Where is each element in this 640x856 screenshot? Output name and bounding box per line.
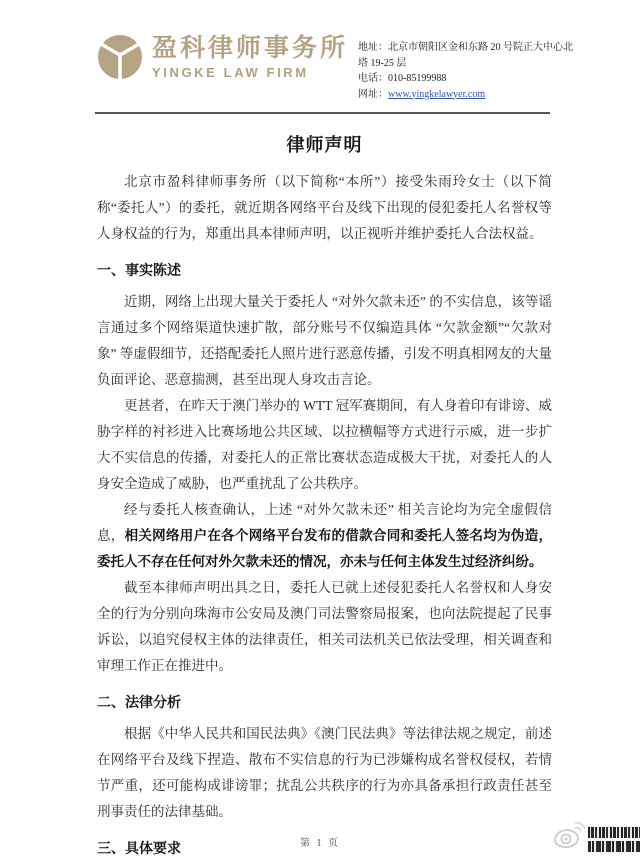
firm-name-en: YINGKE LAW FIRM — [152, 64, 309, 80]
page-number: 第 1 页 — [300, 838, 340, 849]
letterhead — [0, 0, 640, 102]
facts-paragraph-4: 截至本律师声明出具之日，委托人已就上述侵犯委托人名誉权和人身安全的行为分别向珠海市公安局及澳门司法警察局报案，也向法院提起了民事诉讼，以追究侵权主体的法律责任，相关司法机关已依法受理，相关调查和审理工作正在推进中。 — [97, 580, 552, 673]
statement-body — [0, 131, 640, 856]
contact-info — [358, 34, 578, 102]
watermark-username-pixelated — [588, 827, 640, 854]
yingke-sphere-logo-icon — [97, 34, 143, 80]
address-line: 地址：北京市朝阳区金和东路 20 号院正大中心北塔 19-25 层 — [358, 42, 573, 69]
section-heading-demands: 三、具体要求 — [97, 842, 181, 856]
phone-line: 电话：010-85199988 — [358, 73, 447, 84]
section-heading-facts: 一、事实陈述 — [97, 264, 181, 279]
letterhead-divider — [95, 112, 550, 114]
section-heading-legal-analysis: 二、法律分析 — [97, 696, 181, 711]
website-line — [358, 87, 578, 103]
weibo-eye-icon — [553, 821, 585, 854]
firm-name — [152, 33, 349, 80]
website-link[interactable]: www.yingkelawyer.com — [388, 88, 486, 100]
firm-logo — [97, 34, 348, 80]
facts-paragraph-2: 更甚者，在昨天于澳门举办的 WTT 冠军赛期间，有人身着印有诽谤、威胁字样的衬衫进入比赛场地公共区域、以拉横幅等方式进行示威，进一步扩大不实信息的传播，对委托人的正常比赛状态造成极大干扰，对委托人的人身安全造成了威胁，也严重扰乱了公共秩序。 — [97, 398, 552, 491]
firm-name-cn: 盈科律师事务所 — [152, 33, 349, 62]
facts-paragraph-3-normal: 经与委托人核查确认，上述 “对外欠款未还” 相关言论均为完全虚假信息， — [97, 502, 552, 543]
facts-paragraph-3 — [97, 497, 552, 575]
facts-paragraph-3-bold: 相关网络用户在各个网络平台发布的借款合同和委托人签名均为伪造，委托人不存在任何对外欠款未还的情况，亦未与任何主体发生过经济纠纷。 — [97, 528, 552, 569]
legal-analysis-paragraph: 根据《中华人民共和国民法典》《澳门民法典》等法律法规之规定，前述在网络平台及线下捏造、散布不实信息的行为已涉嫌构成名誉权侵权，若情节严重，还可能构成诽谤罪；扰乱公共秩序的行为亦具备承担行政责任甚至刑事责任的法律基础。 — [97, 726, 552, 819]
website-label: 网址： — [358, 88, 388, 100]
facts-paragraph-1: 近期，网络上出现大量关于委托人 “对外欠款未还” 的不实信息，该等谣言通过多个网络渠道快速扩散，部分账号不仅编造具体 “欠款金额”“欠款对象” 等虚假细节，还搭配委托人照片进行恶意传播，引发不明真相网友的大量负面评论、恶意揣测，甚至出现人身攻击言论。 — [97, 294, 552, 387]
intro-paragraph: 北京市盈科律师事务所（以下简称“本所”）接受朱雨玲女士（以下简称“委托人”）的委托，就近期各网络平台及线下出现的侵犯委托人名誉权等人身权益的行为，郑重出具本律师声明，以正视听并维护委托人合法权益。 — [97, 174, 552, 241]
weibo-watermark — [553, 821, 640, 854]
document-title: 律师声明 — [286, 135, 363, 155]
